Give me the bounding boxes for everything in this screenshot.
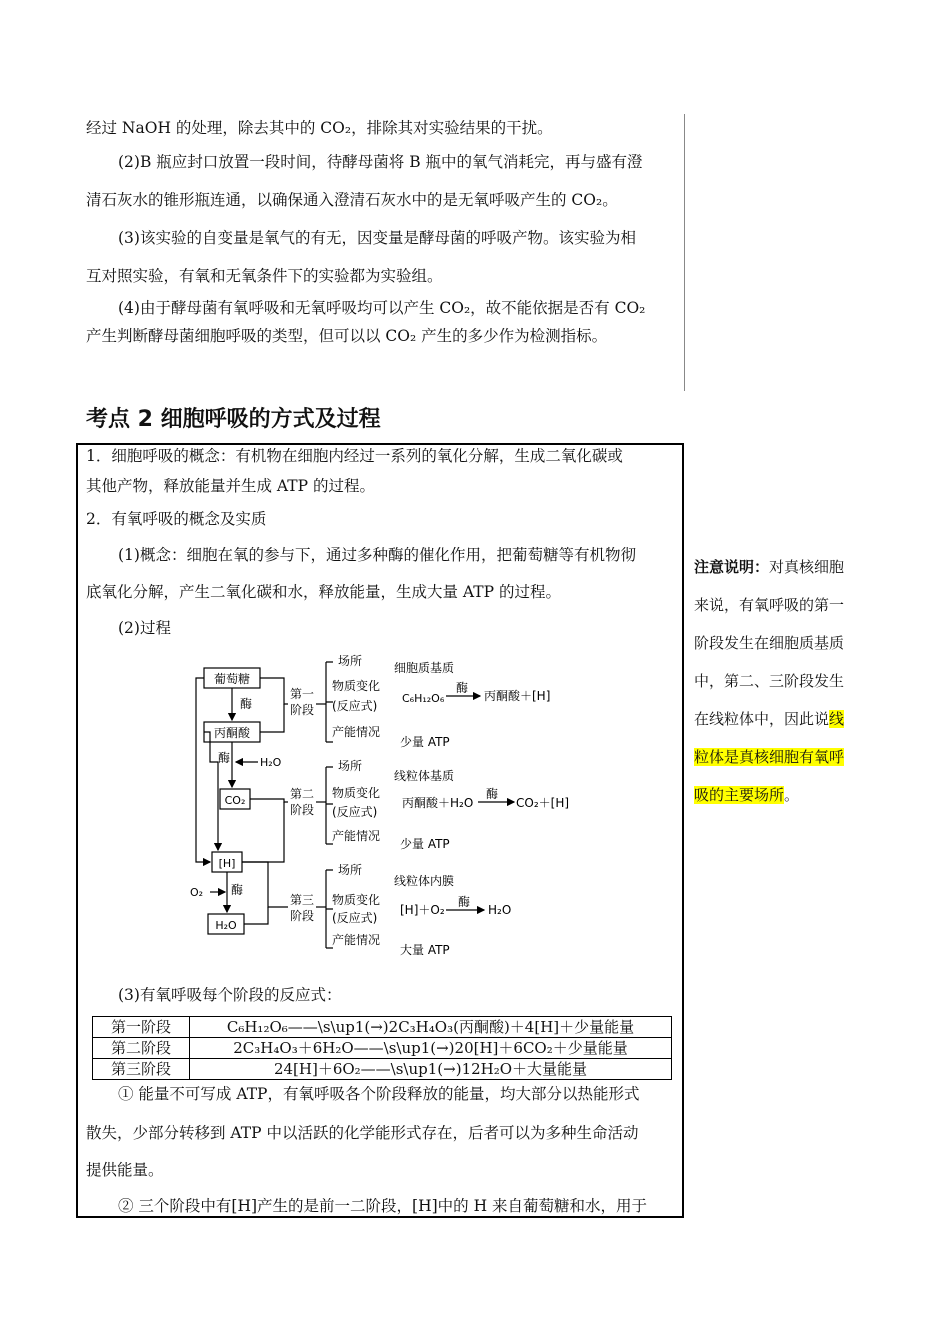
enzyme-label: 酶 [240, 697, 253, 711]
margin-divider [684, 114, 685, 391]
box-line: (3)有氧呼吸每个阶段的反应式： [118, 986, 342, 1004]
stage-cell: 第一阶段 [93, 1017, 190, 1038]
co2-label: CO₂ [224, 794, 246, 807]
stage2-label: 阶段 [290, 803, 315, 817]
stage3-label: 阶段 [290, 909, 315, 923]
enzyme-label: 酶 [218, 751, 231, 765]
paragraph-line: 经过 NaOH 的处理，除去其中的 CO₂，排除其对实验结果的干扰。 [86, 119, 553, 137]
note-highlight: 线 [829, 710, 845, 728]
energy-label: 产能情况 [332, 725, 381, 739]
reaction-table [92, 1016, 672, 1080]
side-note [694, 548, 874, 814]
material-label: 物质变化 [332, 893, 381, 907]
h2o-label: H₂O [215, 919, 237, 932]
energy-label: 产能情况 [332, 829, 381, 843]
s3-reactant: [H]＋O₂ [400, 903, 445, 917]
s2-reactant: 丙酮酸＋H₂O [402, 796, 474, 810]
formula-cell: C₆H₁₂O₆——\s\up1(→)2C₃H₄O₃(丙酮酸)＋4[H]＋少量能量 [190, 1017, 672, 1038]
enzyme-label: 酶 [486, 787, 499, 801]
section-title: 考点 2 细胞呼吸的方式及过程 [86, 407, 381, 432]
place-label: 场所 [338, 863, 363, 877]
paragraph-line: 产生判断酵母菌细胞呼吸的类型，但可以以 CO₂ 产生的多少作为检测指标。 [86, 327, 608, 345]
stage-cell: 第三阶段 [93, 1059, 190, 1080]
box-line: 1．细胞呼吸的概念：有机物在细胞内经过一系列的氧化分解，生成二氧化碳或 [86, 447, 623, 465]
paragraph-line: 清石灰水的锥形瓶连通，以确保通入澄清石灰水中的是无氧呼吸产生的 CO₂。 [86, 191, 618, 209]
box-line: ② 三个阶段中有[H]产生的是前一二阶段，[H]中的 H 来自葡萄糖和水，用于 [118, 1197, 648, 1215]
table-row [93, 1038, 672, 1059]
s1-place: 细胞质基质 [394, 661, 455, 675]
place-label: 场所 [338, 759, 363, 773]
enzyme-label: 酶 [458, 895, 471, 909]
enzyme-label: 酶 [456, 681, 469, 695]
box-line: 底氧化分解，产生二氧化碳和水，释放能量，生成大量 ATP 的过程。 [86, 583, 561, 601]
paragraph-line: (2)B 瓶应封口放置一段时间，待酵母菌将 B 瓶中的氧气消耗完，再与盛有澄 [118, 153, 643, 171]
s1-energy: 少量 ATP [400, 735, 450, 749]
energy-label: 产能情况 [332, 933, 381, 947]
note-text: 。 [784, 786, 800, 804]
stage1-label: 第一 [290, 687, 315, 701]
s2-place: 线粒体基质 [394, 769, 455, 783]
s3-energy: 大量 ATP [400, 943, 450, 957]
enzyme-label: 酶 [231, 883, 244, 897]
box-line: 提供能量。 [86, 1161, 164, 1179]
o2-input-label: O₂ [190, 886, 204, 899]
box-line: (1)概念：细胞在氧的参与下，通过多种酶的催化作用，把葡萄糖等有机物彻 [118, 546, 636, 564]
paragraph-line: (4)由于酵母菌有氧呼吸和无氧呼吸均可以产生 CO₂，故不能依据是否有 CO₂ [118, 299, 646, 317]
stage-cell: 第二阶段 [93, 1038, 190, 1059]
box-line: (2)过程 [118, 619, 171, 637]
note-text: 对真核细胞 [769, 558, 845, 576]
formula-cell: 2C₃H₄O₃＋6H₂O——\s\up1(→)20[H]＋6CO₂＋少量能量 [190, 1038, 672, 1059]
s3-place: 线粒体内膜 [394, 874, 455, 888]
formula-cell: 24[H]＋6O₂——\s\up1(→)12H₂O＋大量能量 [190, 1059, 672, 1080]
equation-label: (反应式) [332, 805, 378, 819]
paragraph-line: (3)该实验的自变量是氧气的有无，因变量是酵母菌的呼吸产物。该实验为相 [118, 229, 636, 247]
s2-energy: 少量 ATP [400, 837, 450, 851]
glucose-label: 葡萄糖 [213, 672, 251, 686]
h-label: [H] [218, 857, 236, 870]
stage3-label: 第三 [290, 893, 315, 907]
stage2-label: 第二 [290, 787, 315, 801]
note-text: 来说，有氧呼吸的第一 [694, 596, 845, 614]
place-label: 场所 [338, 654, 363, 668]
table-row [93, 1017, 672, 1038]
s1-product: 丙酮酸＋[H] [484, 689, 551, 703]
table-row [93, 1059, 672, 1080]
box-line: 散失，少部分转移到 ATP 中以活跃的化学能形式存在，后者可以为多种生命活动 [86, 1124, 639, 1142]
s1-reactant: C₆H₁₂O₆ [402, 692, 445, 705]
h2o-input-label: H₂O [260, 756, 282, 769]
material-label: 物质变化 [332, 786, 381, 800]
box-line: ① 能量不可写成 ATP，有氧呼吸各个阶段释放的能量，均大部分以热能形式 [118, 1085, 640, 1103]
note-text: 中，第二、三阶段发生 [694, 672, 845, 690]
s2-product: CO₂＋[H] [516, 796, 570, 810]
box-line: 其他产物，释放能量并生成 ATP 的过程。 [86, 477, 375, 495]
note-text: 在线粒体中，因此说 [694, 710, 830, 728]
respiration-process-diagram [188, 652, 588, 964]
note-label: 注意说明： [694, 558, 770, 576]
box-line: 2．有氧呼吸的概念及实质 [86, 510, 267, 528]
pyruvate-label: 丙酮酸 [213, 726, 251, 740]
note-highlight: 吸的主要场所 [694, 786, 785, 804]
note-highlight: 粒体是真核细胞有氧呼 [694, 748, 845, 766]
paragraph-line: 互对照实验，有氧和无氧条件下的实验都为实验组。 [86, 267, 443, 285]
equation-label: (反应式) [332, 699, 378, 713]
equation-label: (反应式) [332, 911, 378, 925]
s3-product: H₂O [488, 903, 512, 917]
stage1-label: 阶段 [290, 703, 315, 717]
material-label: 物质变化 [332, 679, 381, 693]
note-text: 阶段发生在细胞质基质 [694, 634, 845, 652]
